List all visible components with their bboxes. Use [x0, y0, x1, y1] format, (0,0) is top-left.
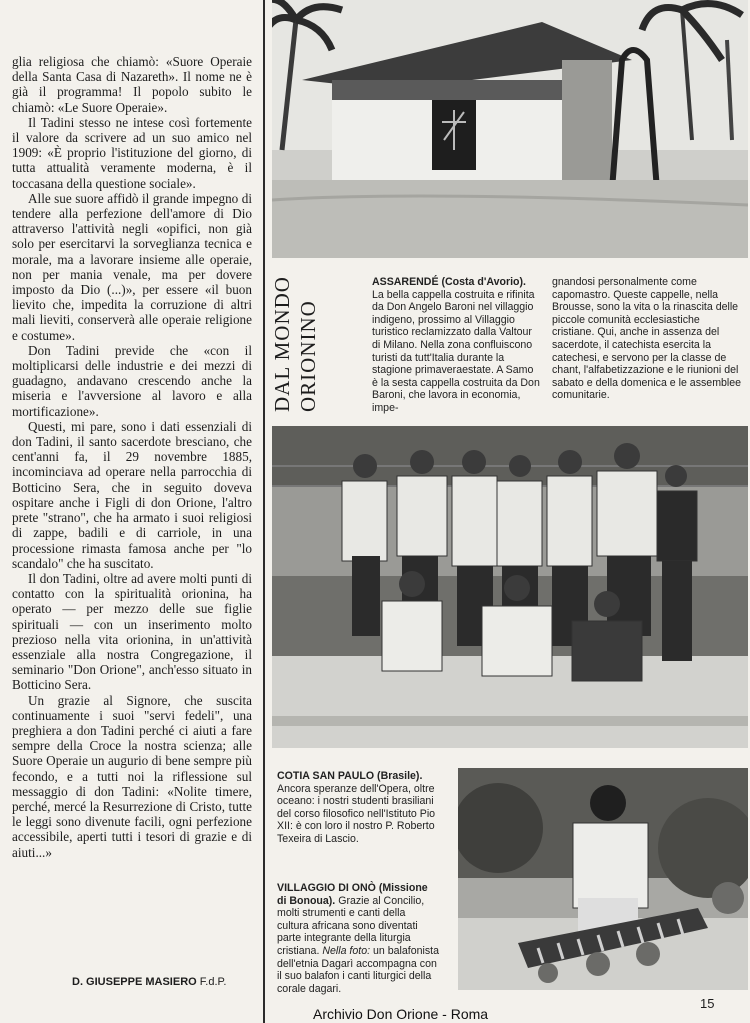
author-suffix: F.d.P.: [199, 976, 227, 988]
archive-watermark: Archivio Don Orione - Roma: [313, 1006, 489, 1022]
article-paragraph: Il don Tadini, oltre ad avere molti punti di contatto con la spiritualità orionina, ha operato — per mezzo delle sue figlie spirituali — con un inserimento molto prezioso nella vita orionina, in un'attività essenziale alla nostra Congregazione, il seminario "Don Orione", anch'esso situato in Botticino Sera.: [12, 570, 252, 693]
article-column: [12, 54, 252, 860]
section-title-line2: ORIONINO: [296, 300, 320, 412]
article-paragraph: Alle sue suore affidò il grande impegno di tendere alla perfezione dell'amore di Dio attraverso l'attività negli «opifici, non già solo per esercitarvi la sorveglianza tecnica e morale, ma a lavorare insieme alle operaie, non per mania venale, ma per dovere imposto da Dio (...)», per essere «il buon lievito che, impedita la corruzione di altri mali lieviti, conserverà alle operaie religione e costume».: [12, 190, 252, 343]
section-title: [268, 270, 328, 420]
cotia-text: Ancora speranze dell'Opera, oltre oceano: i nostri studenti brasiliani del corso filosofico nell'Istituto Pio XII: è con loro il nostro P. Roberto Texeira di Lascio.: [277, 782, 436, 845]
assarende-text: La bella cappella costruita e rifinita da Don Angelo Baroni nel villaggio indigeno, prossimo al Villaggio turistico reclamizzato dalla Valtour di Milano. Nella zona confluiscono turisti da tutt'Italia durante la stagione primaveraestate. A Samo è la sesta cappella costruita da Don Baroni, che lavora in economia, impe-: [372, 288, 540, 414]
article-paragraph: Un grazie al Signore, che suscita continuamente i suoi "servi fedeli", una preghiera a don Tadini perché ci aiuti a fare sempre della Croce la nostra scienza; alle Suore Operaie un augurio di bene sempre più fecondo, e a tutti noi la riflessione sul messaggio di don Tadini: «Nolite timere, perché, mercé la Resurrezione di Cristo, tutte le leggi sono divenute facili, ogni perfezione accessibile, aperti tutti i tesori di grazie e di aiuti...»: [12, 692, 252, 860]
ono-photo-text: un balafonista dell'etnia Dagarì accompagna con il suo balafon i canti liturgici della corale dagari.: [277, 944, 439, 995]
article-paragraph: glia religiosa che chiamò: «Suore Operaie della Santa Casa di Nazareth». Il nome ne è già il programma! Il popolo subito le chiamò: «Le Suore Operaie».: [12, 54, 252, 115]
column-divider: [263, 0, 265, 1023]
cotia-heading: COTIA SAN PAULO (Brasile).: [277, 770, 423, 782]
author-signature: [72, 976, 226, 988]
ono-text: Grazie al Concilio, molti strumenti e canti della cultura africana sono diventati parte integrante della liturgia cristiana.: [277, 894, 425, 957]
article-paragraph: Il Tadini stesso ne intese così fortemente il valore da scrivere ad un suo amico nel 1909: «È proprio l'istituzione del giorno, di tutta attualità veramente moderna, è il toccasana della questione sociale».: [12, 114, 252, 191]
assarende-text-continued: gnandosi personalmente come capomastro. Queste cappelle, nella Brousse, sono la vita o la rinascita delle piccole comunità ecclesiastiche cristiane. Qui, anche in assenza del sacerdote, il catechista esercita la catechesi, e servono per la classe de chant, l'alfabetizzazione e le riunioni del sabato e della domenica e le assemblee comunitarie.: [552, 276, 742, 402]
article-paragraph: Questi, mi pare, sono i dati essenziali di don Tadini, il santo sacerdote bresciano, che cent'anni fa, il 29 novembre 1885, incominciava ad operare nella parrocchia di Botticino Sera, che in seguito doveva ospitare anche i Figli di don Orione, l'altro prete "strano", che ha armato i suoi religiosi di zappe, badili e di carriole, in una processione rimasta famosa anche per "lo scandalo" che ha suscitato.: [12, 418, 252, 571]
balafon-player-photo: [458, 768, 748, 990]
assarende-caption: [372, 276, 540, 415]
cotia-caption: [277, 770, 439, 846]
chapel-photo: [272, 0, 748, 258]
ono-caption: [277, 882, 439, 995]
section-title-line1: DAL MONDO: [270, 276, 294, 412]
ono-heading: VILLAGGIO DI ONÒ (Missione di Bonoua).: [277, 882, 428, 907]
author-name: D. GIUSEPPE MASIERO: [72, 976, 197, 988]
article-paragraph: Don Tadini previde che «con il moltiplicarsi delle industrie e dei mezzi di guadagno, andavano crescendo anche la miseria e l'avversione al lavoro e alla mortificazione».: [12, 342, 252, 419]
ono-photo-label: Nella foto:: [322, 944, 371, 957]
page-number: 15: [700, 996, 715, 1011]
assarende-heading: ASSARENDÉ (Costa d'Avorio).: [372, 276, 526, 288]
assarende-caption-continued: [552, 276, 742, 402]
students-group-photo: [272, 426, 748, 748]
